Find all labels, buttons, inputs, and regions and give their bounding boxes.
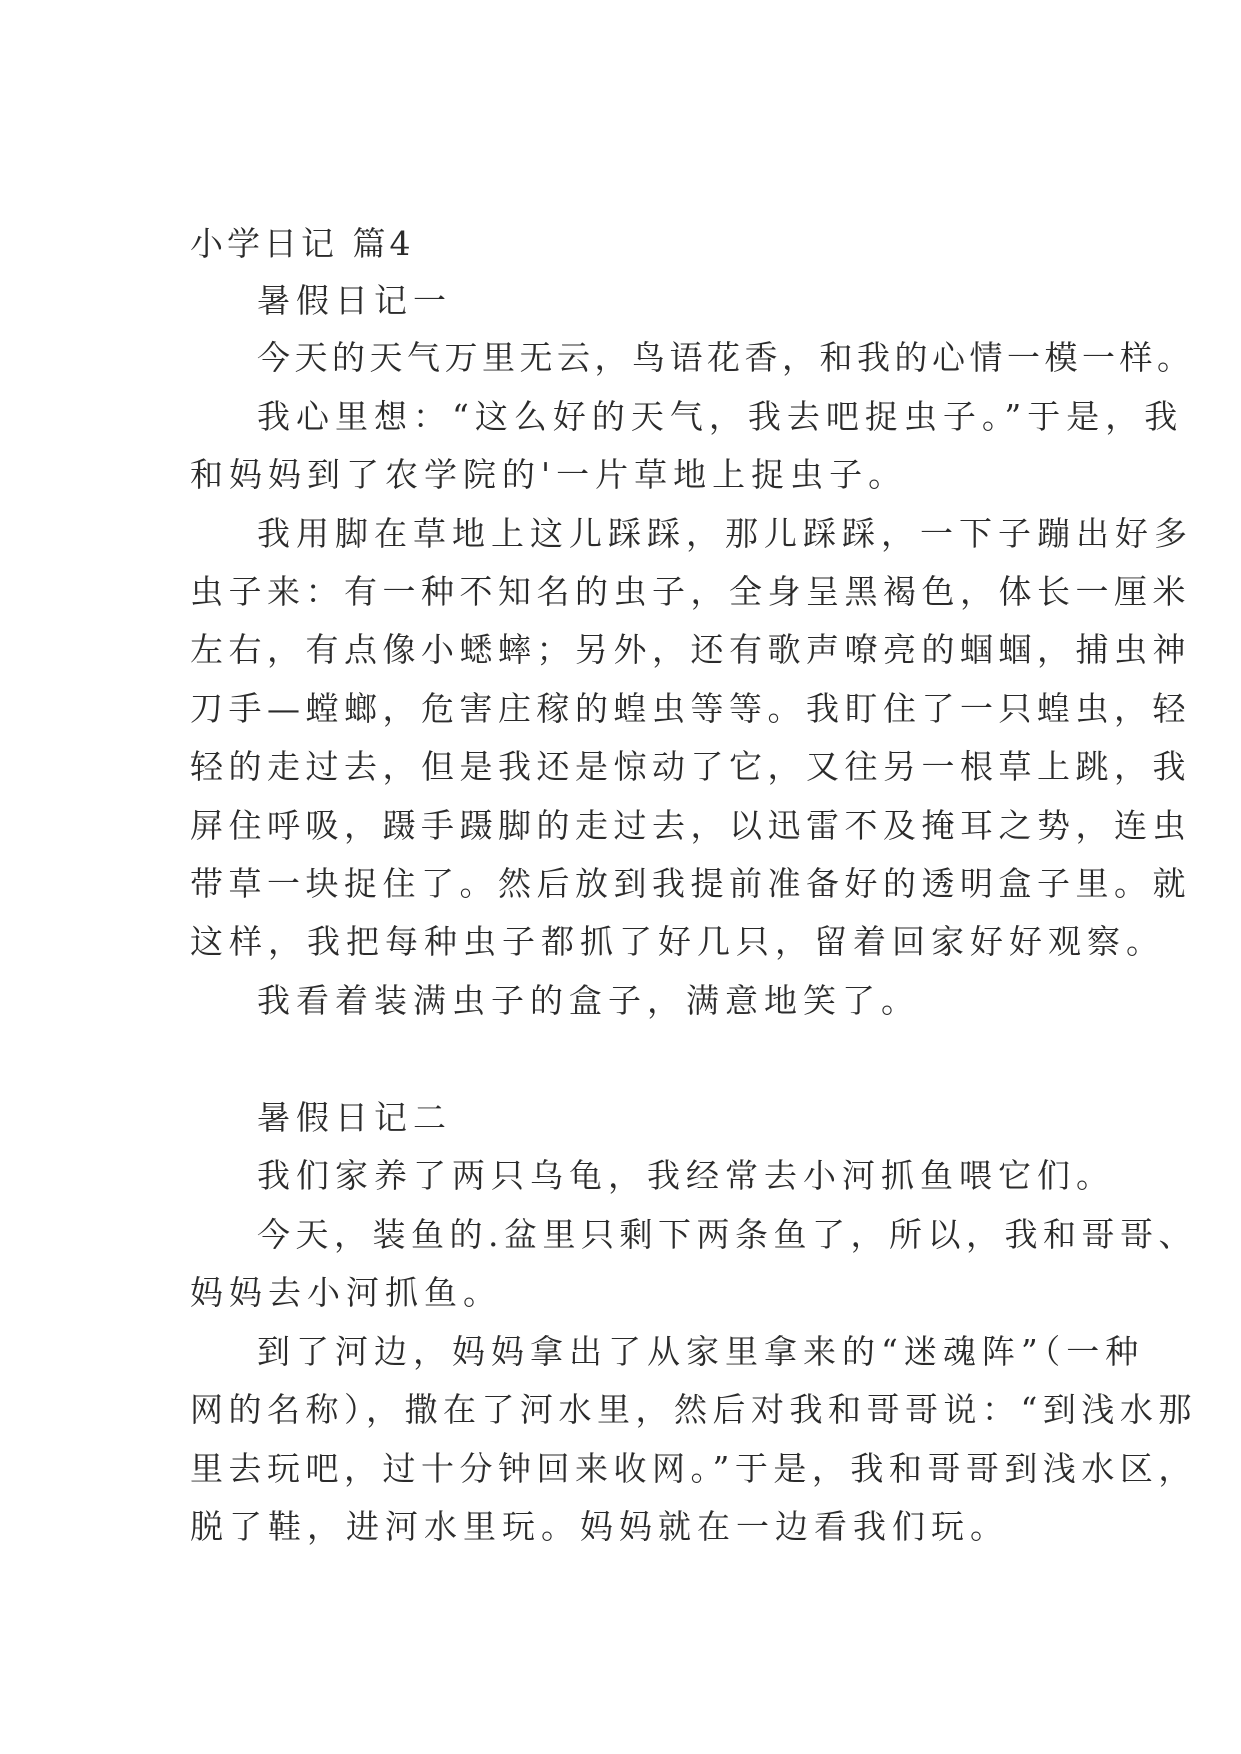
paragraph-line: 今天，装鱼的.盆里只剩下两条鱼了，所以，我和哥哥、 [257, 1215, 1197, 1254]
paragraph-line: 妈妈去小河抓鱼。 [190, 1273, 502, 1312]
paragraph-line: 虫子来：有一种不知名的虫子，全身呈黑褐色，体长一厘米 [190, 572, 1191, 611]
paragraph-line: 网的名称），撒在了河水里，然后对我和哥哥说：“到浅水那 [190, 1390, 1197, 1429]
paragraph-line: 到了河边，妈妈拿出了从家里拿来的“迷魂阵”（一种 [257, 1332, 1145, 1371]
paragraph-line: 我们家养了两只乌龟，我经常去小河抓鱼喂它们。 [257, 1156, 1115, 1195]
paragraph-line: 屏住呼吸，蹑手蹑脚的走过去，以迅雷不及掩耳之势，连虫 [190, 806, 1191, 845]
paragraph-line: 里去玩吧，过十分钟回来收网。”于是，我和哥哥到浅水区， [190, 1449, 1197, 1488]
paragraph-line: 我用脚在草地上这儿踩踩，那儿踩踩，一下子蹦出好多 [257, 514, 1193, 553]
document-title: 小学日记 篇4 [190, 224, 415, 263]
paragraph-line: 我心里想：“这么好的天气，我去吧捉虫子。”于是，我 [257, 397, 1184, 436]
paragraph-line: 今天的天气万里无云，鸟语花香，和我的心情一模一样。 [257, 338, 1195, 377]
entry-heading: 暑假日记二 [257, 1098, 452, 1137]
paragraph-line: 带草一块捉住了。然后放到我提前准备好的透明盒子里。就 [190, 864, 1191, 903]
paragraph-line: 轻的走过去，但是我还是惊动了它，又往另一根草上跳，我 [190, 747, 1191, 786]
paragraph-line: 脱了鞋，进河水里玩。妈妈就在一边看我们玩。 [190, 1507, 1009, 1546]
paragraph-line: 左右，有点像小蟋蟀；另外，还有歌声嘹亮的蝈蝈，捕虫神 [190, 630, 1191, 669]
entry-heading: 暑假日记一 [257, 281, 452, 320]
paragraph-line: 这样，我把每种虫子都抓了好几只，留着回家好好观察。 [190, 922, 1165, 961]
paragraph-line: 刀手—螳螂，危害庄稼的蝗虫等等。我盯住了一只蝗虫，轻 [190, 689, 1191, 728]
paragraph-line: 我看着装满虫子的盒子，满意地笑了。 [257, 981, 920, 1020]
paragraph-line: 和妈妈到了农学院的'一片草地上捉虫子。 [190, 455, 908, 494]
